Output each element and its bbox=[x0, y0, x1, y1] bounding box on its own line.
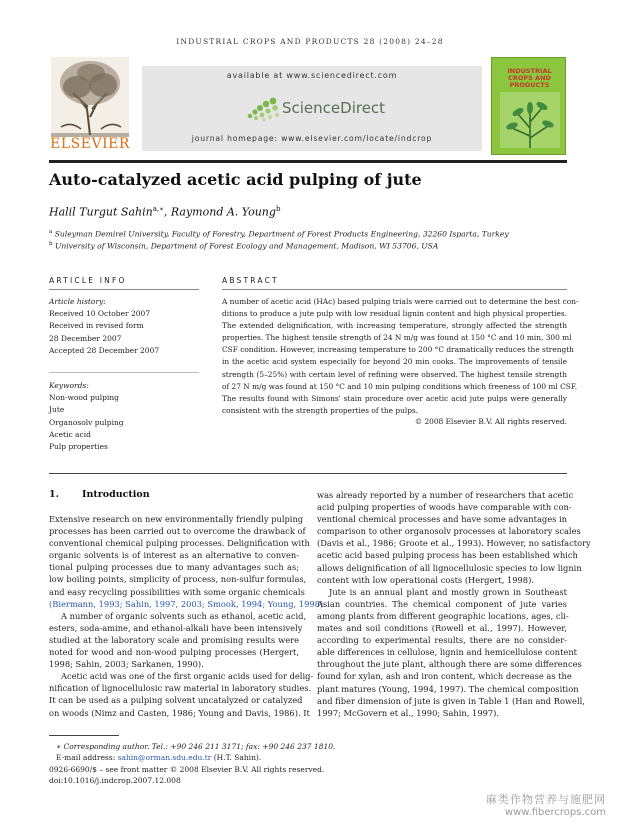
section-title: Introduction bbox=[82, 489, 150, 500]
abstract-line: of 27 N m/g was found at 150 °C and 10 min pulping conditions which freeness of 100 ml CSF. bbox=[222, 381, 578, 391]
body-line: plant matures (Young, 1994, 1997). The chemical composition bbox=[317, 683, 579, 694]
affiliation-text: University of Wisconsin, Department of Forest Ecology and Management, Madison, WI 53706, USA bbox=[54, 241, 439, 251]
body-line: nification of lignocellulosic raw material in laboratory studies. bbox=[49, 683, 312, 694]
elsevier-tree-icon bbox=[51, 57, 129, 137]
site-watermark bbox=[486, 791, 606, 818]
body-line: It can be used as a pulping solvent uncatalyzed or catalyzed bbox=[49, 695, 303, 706]
author-affiliation-marker[interactable]: a,∗ bbox=[152, 205, 164, 213]
body-line: and easy recycling possibilities with some organic chemicals bbox=[49, 586, 305, 597]
abstract-rule bbox=[222, 289, 567, 290]
sciencedirect-dots-icon bbox=[246, 96, 282, 122]
sciencedirect-wordmark: ScienceDirect bbox=[282, 99, 386, 117]
keywords-label: Keywords: bbox=[49, 381, 89, 390]
body-line: Asian countries. The chemical component of jute varies bbox=[317, 598, 567, 609]
footnotes bbox=[49, 741, 335, 786]
doi-link[interactable]: doi:10.1016/j.indcrop.2007.12.008 bbox=[49, 775, 181, 785]
journal-homepage-link[interactable]: journal homepage: www.elsevier.com/locate/indcrop bbox=[191, 134, 433, 143]
abstract-line: in the acetic acid system especially for beyond 20 min cooks. The improvements of tensile bbox=[222, 357, 567, 367]
history-line: Received in revised form bbox=[49, 321, 144, 331]
elsevier-wordmark: ELSEVIER bbox=[50, 136, 130, 152]
history-line: Accepted 28 December 2007 bbox=[49, 345, 160, 355]
affiliation-text: Suleyman Demirel University, Faculty of Forestry, Department of Forest Products Engineering, 32260 Isparta, Turkey bbox=[54, 229, 509, 239]
body-line: Acetic acid was one of the first organic acids used for delig- bbox=[61, 671, 314, 682]
body-line: ventional chemical processes and have some advantages in bbox=[317, 514, 568, 525]
body-column-right bbox=[317, 489, 591, 719]
body-line: A number of organic solvents such as ethanol, acetic acid, bbox=[61, 610, 307, 621]
journal-cover-thumbnail bbox=[491, 57, 566, 155]
author-name: Raymond A. Young bbox=[170, 205, 276, 219]
body-line: Jute is an annual plant and mostly grown in Southeast bbox=[329, 586, 567, 597]
abstract-bottom-rule bbox=[49, 473, 567, 474]
body-line: acetic acid based pulping process has been established which bbox=[317, 550, 578, 561]
body-line: conventional chemical pulping processes. Delignification with bbox=[49, 538, 310, 549]
body-line: noted for wood and non-wood pulping processes (Hergert, bbox=[49, 647, 299, 658]
article-info-separator bbox=[49, 372, 199, 373]
keyword-item: Organosolv pulping bbox=[49, 417, 124, 427]
sciencedirect-banner bbox=[142, 66, 482, 151]
body-line: able differences in cellulose, lignin and hemicellulose content bbox=[317, 647, 578, 658]
abstract-line: A number of acetic acid (HAc) based pulping trials were carried out to determine the best con- bbox=[222, 297, 579, 306]
email-label: E-mail address: bbox=[56, 753, 118, 763]
watermark-cn: 麻类作物营养与施肥网 bbox=[486, 793, 606, 806]
body-line: found for xylan, ash and iron content, which decrease as the bbox=[317, 671, 572, 682]
article-info-heading: ARTICLE INFO bbox=[49, 276, 127, 285]
author-separator: , bbox=[163, 205, 171, 219]
abstract-line: strength (5–25%) with certain level of refining were observed. The highest tensile strength bbox=[222, 369, 567, 379]
body-line: tional pulping processes due to many advantages such as; bbox=[49, 562, 299, 573]
abstract-text bbox=[222, 296, 579, 417]
body-line: 1997; McGovern et al., 1990; Sahin, 1997). bbox=[317, 707, 500, 718]
article-title: Auto-catalyzed acetic acid pulping of jute bbox=[49, 170, 422, 189]
cover-plant-icon bbox=[500, 92, 560, 148]
affiliation-marker: b bbox=[49, 241, 53, 247]
abstract-line: ditions to produce a jute pulp with low residual lignin content and high physical properties. bbox=[222, 309, 567, 319]
body-line: and fiber dimension of jute is given in Table 1 (Han and Rowell, bbox=[317, 695, 585, 706]
author-name: Halil Turgut Sahin bbox=[49, 205, 153, 219]
body-line: acid pulping properties of woods have comparable with con- bbox=[317, 502, 572, 513]
keyword-item: Pulp properties bbox=[49, 442, 108, 452]
history-label: Article history: bbox=[49, 297, 106, 306]
abstract-copyright: © 2008 Elsevier B.V. All rights reserved. bbox=[414, 417, 567, 426]
email-link[interactable]: sahin@orman.sdu.edu.tr bbox=[117, 753, 212, 763]
email-line bbox=[49, 752, 335, 763]
available-at-link[interactable]: available at www.sciencedirect.com bbox=[226, 71, 398, 80]
body-line: was already reported by a number of researchers that acetic bbox=[317, 490, 574, 500]
body-line: processes has been carried out to overcome the drawback of bbox=[49, 526, 306, 537]
body-line: studied at the laboratory scale and promising results were bbox=[49, 634, 299, 645]
issn-line: 0926-6690/$ – see front matter © 2008 Elsevier B.V. All rights reserved. bbox=[49, 764, 325, 774]
body-line: on woods (Nimz and Casten, 1986; Young and Davis, 1986). It bbox=[49, 707, 310, 718]
affiliation-b bbox=[49, 241, 438, 251]
footnote-rule bbox=[49, 735, 119, 736]
body-line: low boiling points, simplicity of process, non-sulfur formulas, bbox=[49, 574, 307, 585]
abstract-line: properties. The highest tensile strength of 24 N m/g was found at 150 °C and 10 min, 300 ml bbox=[222, 333, 572, 343]
body-line: allows delignification of all lignocellulosic species to low lignin bbox=[317, 562, 582, 573]
body-line: organic solvents is of interest as an alternative to conven- bbox=[49, 550, 299, 561]
elsevier-logo bbox=[49, 57, 131, 155]
body-line: mates and soil conditions (Rowell et al., 1997). However, bbox=[317, 623, 567, 634]
abstract-line: consistent with the strength properties of the pulps. bbox=[222, 405, 419, 415]
keyword-item: Acetic acid bbox=[49, 429, 91, 439]
abstract-line: CSF condition. However, increasing temperature to 200 °C dramatically reduces the strength bbox=[222, 345, 574, 355]
keyword-item: Jute bbox=[49, 405, 65, 415]
watermark-url: www.fibercrops.com bbox=[504, 807, 606, 818]
abstract-line: The extended delignification, with increasing temperature, strongly affected the strength bbox=[222, 321, 567, 331]
body-line: Extensive research on new environmentally friendly pulping bbox=[49, 514, 304, 524]
affiliation-marker: a bbox=[49, 229, 53, 235]
email-owner: (H.T. Sahin). bbox=[211, 753, 262, 763]
abstract-line: The results found with Simons' stain procedure over acetic acid jute pulps were generally bbox=[222, 393, 567, 403]
history-line: 28 December 2007 bbox=[49, 333, 122, 343]
body-line: among plants from different geographic locations, ages, cli- bbox=[317, 610, 569, 621]
sciencedirect-logo bbox=[246, 96, 386, 122]
history-line: Received 10 October 2007 bbox=[49, 309, 151, 319]
article-info-rule bbox=[49, 289, 199, 290]
body-line: according to experimental results, there are no consider- bbox=[317, 635, 567, 646]
header-rule bbox=[49, 160, 567, 163]
affiliation-a bbox=[49, 229, 509, 239]
citation-line[interactable]: (Biermann, 1993; Sahin, 1997, 2003; Smook, 1994; Young, 1998). bbox=[49, 598, 326, 609]
abstract-heading: ABSTRACT bbox=[222, 276, 279, 285]
body-line: content with low operational costs (Hergert, 1998). bbox=[317, 574, 534, 585]
body-line: 1998; Sahin, 2003; Sarkanen, 1990). bbox=[49, 659, 204, 670]
cover-title: INDUSTRIAL CROPS AND PRODUCTS bbox=[507, 67, 552, 89]
article-history bbox=[49, 296, 159, 357]
keyword-item: Non-wood pulping bbox=[49, 393, 119, 403]
body-line: (Davis et al., 1986; Groote et al., 1993). However, no satisfactory bbox=[317, 538, 591, 549]
body-line: esters, soda-amine, and ethanol-alkali have been intensively bbox=[49, 622, 303, 633]
section-heading bbox=[49, 489, 150, 500]
corresponding-author-note: ∗ Corresponding author. Tel.: +90 246 211 3171; fax: +90 246 237 1810. bbox=[56, 742, 336, 751]
body-column-left bbox=[49, 513, 326, 719]
running-head: INDUSTRIAL CROPS AND PRODUCTS 28 (2008) 24–28 bbox=[176, 37, 444, 46]
section-number: 1. bbox=[49, 489, 59, 500]
author-affiliation-marker[interactable]: b bbox=[275, 205, 281, 213]
author-list bbox=[49, 205, 280, 219]
body-line: throughout the jute plant, although there are some differences bbox=[317, 659, 582, 670]
keywords-block bbox=[49, 380, 124, 453]
body-line: comparison to other organosolv processes at laboratory scales bbox=[317, 526, 581, 537]
